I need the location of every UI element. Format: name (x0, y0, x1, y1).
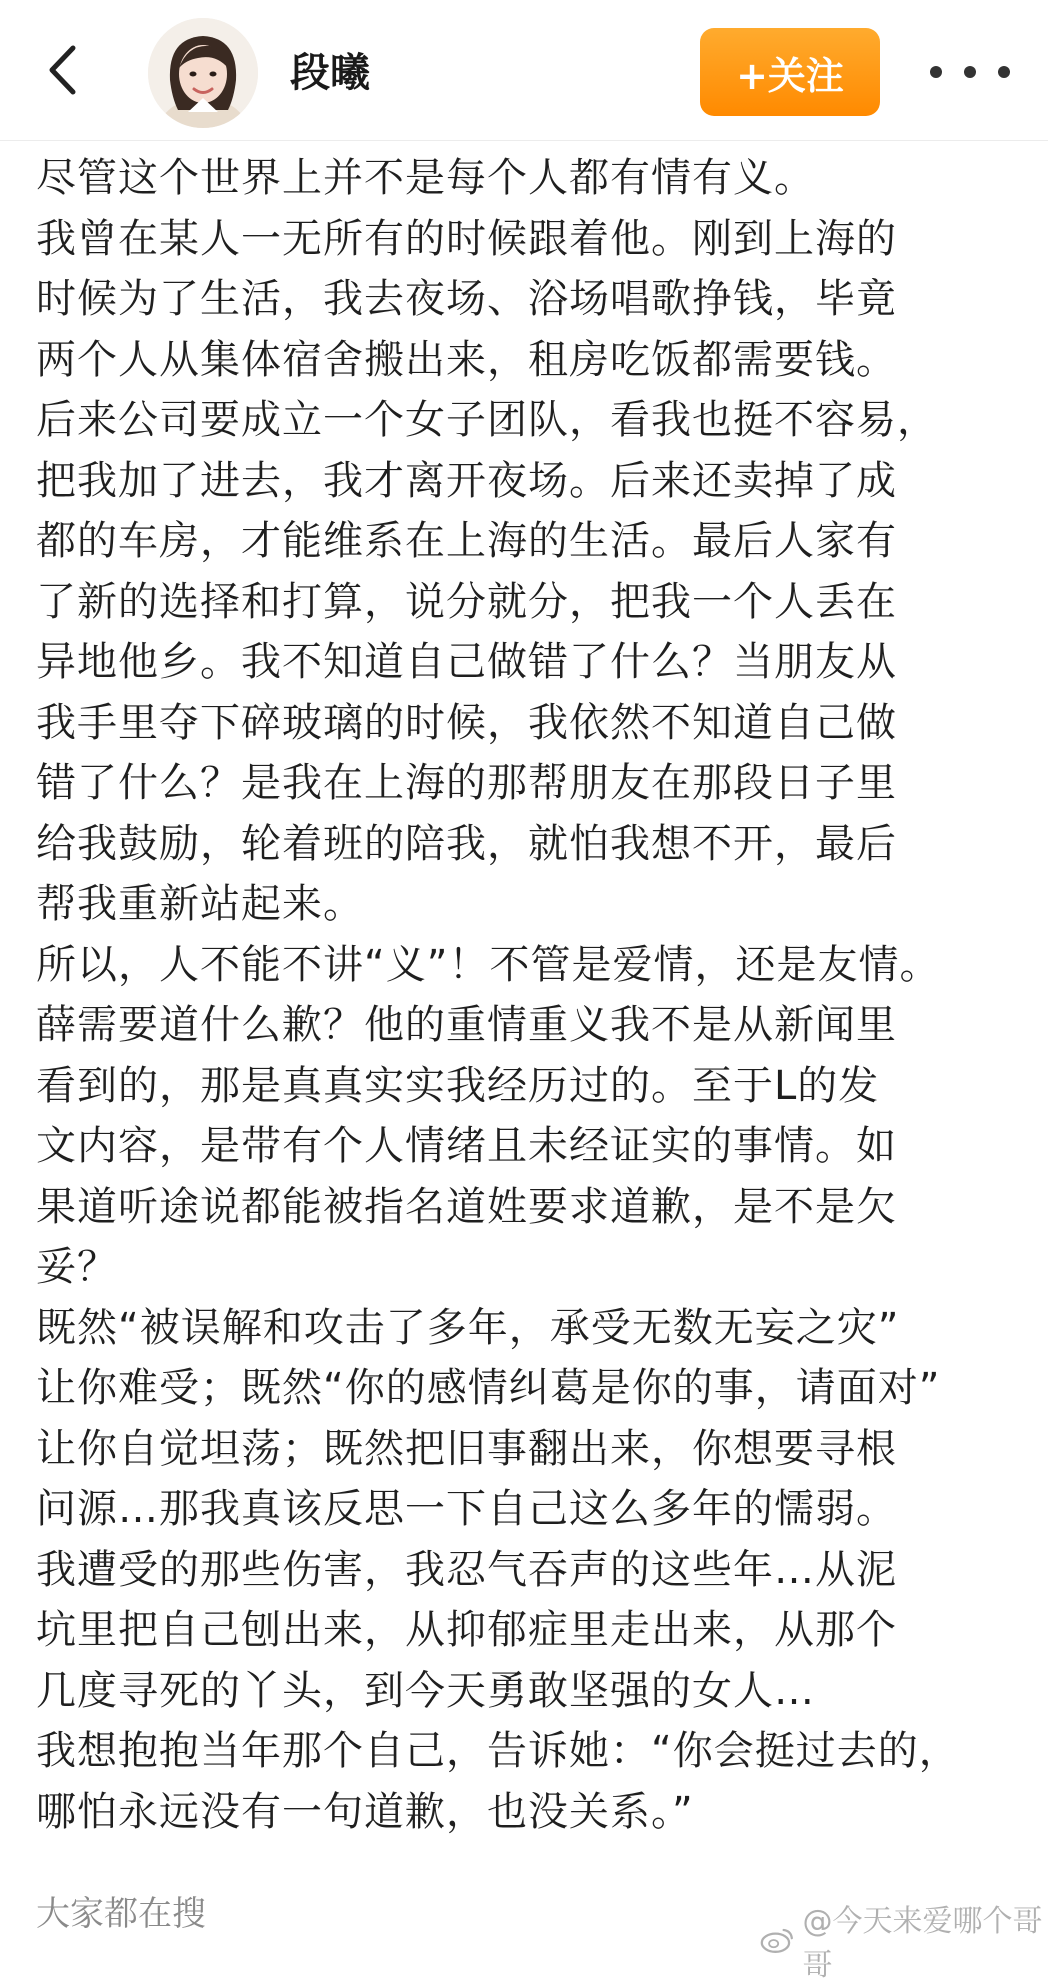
top-navigation-bar (0, 0, 1048, 141)
avatar[interactable] (148, 18, 258, 128)
post-line: 给我鼓励，轮着班的陪我，就怕我想不开，最后 (36, 820, 897, 867)
more-options-button[interactable] (930, 52, 1010, 92)
ellipsis-icon (930, 66, 942, 78)
post-line: 我手里夺下碎玻璃的时候，我依然不知道自己做 (36, 699, 897, 746)
watermark-text: @今天来爱哪个哥哥 (802, 1904, 1043, 1983)
post-line: 帮我重新站起来。 (36, 881, 364, 927)
ellipsis-icon (998, 66, 1010, 78)
post-line: 哪怕永远没有一句道歉，也没关系。” (36, 1788, 694, 1835)
post-line: 坑里把自己刨出来，从抑郁症里走出来，从那个 (36, 1607, 897, 1653)
post-line: 我遭受的那些伤害，我忍气吞声的这些年…从泥 (36, 1546, 897, 1593)
post-line: 我曾在某人一无所有的时候跟着他。刚到上海的 (36, 215, 897, 262)
post-line: 把我加了进去，我才离开夜场。后来还卖掉了成 (36, 457, 897, 504)
weibo-icon (760, 1925, 795, 1955)
chevron-left-icon (47, 45, 77, 95)
post-line: 既然“被误解和攻击了多年，承受无数无妄之灾” (36, 1304, 900, 1351)
trending-searches-label[interactable]: 大家都在搜 (36, 1894, 206, 1934)
post-line: 我想抱抱当年那个自己，告诉她：“你会挺过去的， (36, 1728, 960, 1774)
post-line: 几度寻死的丫头，到今天勇敢坚强的女人… (36, 1667, 815, 1714)
username[interactable]: 段曦 (290, 50, 370, 96)
post-line: 了新的选择和打算，说分就分，把我一个人丢在 (36, 578, 897, 625)
post-line: 果道听途说都能被指名道姓要求道歉，是不是欠 (36, 1183, 897, 1230)
avatar-portrait (148, 18, 258, 128)
post-line: 妥？ (36, 1244, 118, 1290)
watermark (760, 1896, 1048, 1984)
follow-button[interactable]: +关注 (700, 28, 880, 116)
post-line: 两个人从集体宿舍搬出来，租房吃饭都需要钱。 (36, 336, 897, 383)
post-line: 看到的，那是真真实实我经历过的。至于L的发 (36, 1062, 880, 1109)
post-line: 异地他乡。我不知道自己做错了什么？当朋友从 (36, 639, 897, 685)
post-text (36, 148, 1016, 1842)
post-line: 问源…那我真该反思一下自己这么多年的懦弱。 (36, 1486, 897, 1532)
post-line: 都的车房，才能维系在上海的生活。最后人家有 (36, 518, 897, 564)
ellipsis-icon (964, 66, 976, 78)
post-line: 薛需要道什么歉？他的重情重义我不是从新闻里 (36, 1002, 897, 1048)
post-line: 文内容，是带有个人情绪且未经证实的事情。如 (36, 1123, 897, 1169)
post-line: 尽管这个世界上并不是每个人都有情有义。 (36, 155, 815, 201)
post-line: 让你难受；既然“你的感情纠葛是你的事，请面对” (36, 1365, 941, 1411)
back-button[interactable] (36, 38, 88, 102)
post-line: 时候为了生活，我去夜场、浴场唱歌挣钱，毕竟 (36, 276, 897, 322)
post-line: 所以，人不能不讲“义”！不管是爱情，还是友情。 (36, 941, 941, 988)
post-line: 错了什么？是我在上海的那帮朋友在那段日子里 (36, 760, 897, 806)
post-line: 让你自觉坦荡；既然把旧事翻出来，你想要寻根 (36, 1425, 897, 1472)
post-line: 后来公司要成立一个女子团队，看我也挺不容易， (36, 397, 938, 443)
